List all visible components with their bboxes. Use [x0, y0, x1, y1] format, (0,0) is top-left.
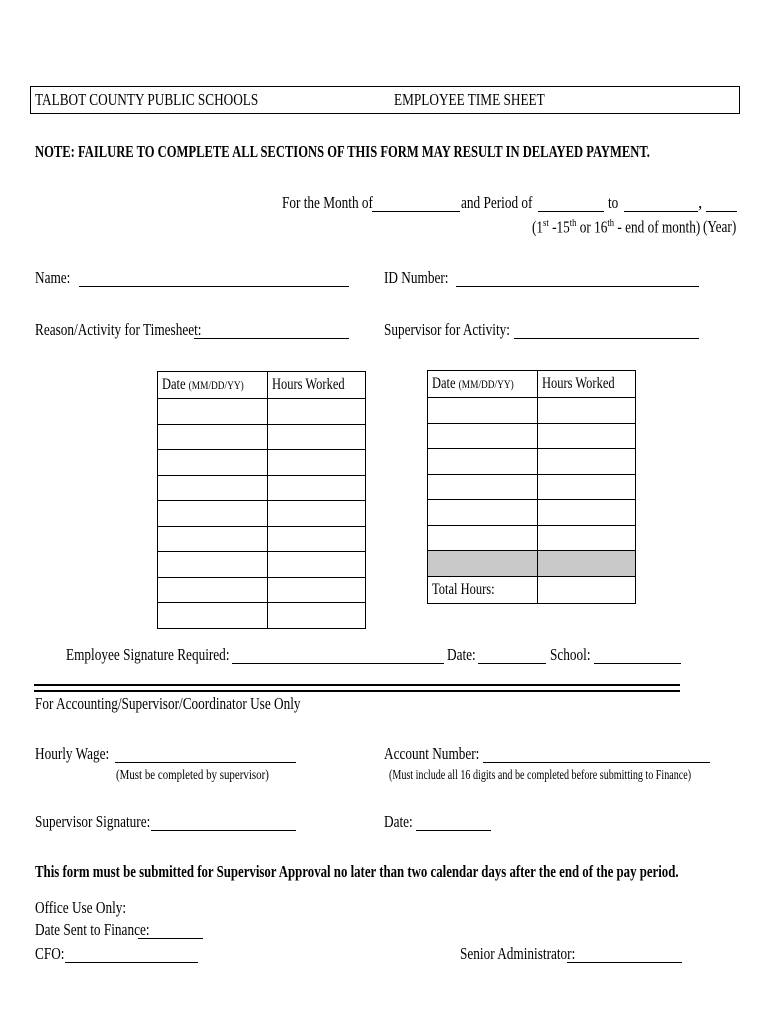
date-cell[interactable]	[158, 603, 268, 629]
table-row	[158, 603, 366, 629]
hourly-wage-note: (Must be completed by supervisor)	[116, 768, 269, 783]
date-cell[interactable]	[158, 552, 268, 578]
supervisor-date-label: Date:	[384, 812, 413, 831]
id-label: ID Number:	[384, 268, 449, 287]
date-cell[interactable]	[428, 398, 538, 424]
account-number-label: Account Number:	[384, 744, 480, 763]
employee-signature-label: Employee Signature Required:	[66, 645, 230, 664]
date-cell[interactable]	[428, 500, 538, 526]
cfo-label: CFO:	[35, 944, 65, 963]
table-row	[428, 525, 636, 551]
table-row	[428, 423, 636, 449]
period-start-field[interactable]	[538, 197, 604, 212]
hours-cell[interactable]	[267, 577, 365, 603]
name-field[interactable]	[79, 272, 349, 287]
senior-admin-field[interactable]	[567, 948, 682, 963]
signature-date-label: Date:	[447, 645, 476, 664]
date-cell[interactable]	[158, 526, 268, 552]
table-row	[158, 501, 366, 527]
table-row	[158, 552, 366, 578]
shaded-cell	[537, 551, 635, 577]
total-row	[428, 576, 636, 603]
to-label: to	[608, 193, 619, 212]
date-cell[interactable]	[428, 449, 538, 475]
table-row	[158, 526, 366, 552]
date-header: Date (MM/DD/YY)	[158, 372, 268, 399]
table-header-row	[158, 372, 366, 399]
hours-cell[interactable]	[267, 399, 365, 425]
table-row	[158, 577, 366, 603]
accounting-title: For Accounting/Supervisor/Coordinator Use Only	[35, 694, 301, 713]
period-label: and Period of	[461, 193, 533, 212]
supervisor-activity-field[interactable]	[514, 324, 699, 339]
reason-label: Reason/Activity for Timesheet:	[35, 320, 202, 339]
year-field[interactable]	[706, 197, 737, 212]
table-row	[158, 424, 366, 450]
date-sent-field[interactable]	[138, 924, 203, 939]
school-label: School:	[550, 645, 591, 664]
hours-cell[interactable]	[267, 424, 365, 450]
hours-cell[interactable]	[267, 450, 365, 476]
supervisor-activity-label: Supervisor for Activity:	[384, 320, 510, 339]
hours-cell[interactable]	[267, 552, 365, 578]
table-row	[158, 450, 366, 476]
hourly-wage-label: Hourly Wage:	[35, 744, 110, 763]
month-label: For the Month of	[282, 193, 373, 212]
date-cell[interactable]	[158, 501, 268, 527]
section-divider	[34, 684, 680, 692]
office-use-title: Office Use Only:	[35, 898, 127, 917]
date-cell[interactable]	[158, 399, 268, 425]
comma: ,	[698, 193, 703, 212]
supervisor-date-field[interactable]	[416, 816, 491, 831]
hours-cell[interactable]	[267, 526, 365, 552]
table-row	[158, 475, 366, 501]
timesheet-table-left	[157, 371, 366, 629]
hours-cell[interactable]	[267, 475, 365, 501]
warning-note: NOTE: FAILURE TO COMPLETE ALL SECTIONS OF THIS FORM MAY RESULT IN DELAYED PAYMENT.	[35, 142, 650, 161]
date-cell[interactable]	[158, 450, 268, 476]
month-field[interactable]	[372, 197, 460, 212]
employee-signature-field[interactable]	[232, 649, 444, 664]
table-row	[428, 500, 636, 526]
table-row	[158, 399, 366, 425]
form-title: EMPLOYEE TIME SHEET	[394, 90, 545, 109]
hours-cell[interactable]	[537, 525, 635, 551]
hours-cell[interactable]	[537, 500, 635, 526]
hours-cell[interactable]	[537, 398, 635, 424]
hours-header: Hours Worked	[267, 372, 365, 399]
date-cell[interactable]	[428, 525, 538, 551]
senior-admin-label: Senior Administrator:	[460, 944, 576, 963]
account-number-field[interactable]	[483, 748, 710, 763]
date-header: Date (MM/DD/YY)	[428, 371, 538, 398]
school-field[interactable]	[594, 649, 681, 664]
date-cell[interactable]	[158, 577, 268, 603]
date-cell[interactable]	[428, 474, 538, 500]
id-field[interactable]	[456, 272, 699, 287]
supervisor-signature-label: Supervisor Signature:	[35, 812, 151, 831]
cfo-field[interactable]	[65, 948, 198, 963]
name-label: Name:	[35, 268, 71, 287]
reason-field[interactable]	[194, 324, 349, 339]
hours-cell[interactable]	[537, 423, 635, 449]
shaded-cell	[428, 551, 538, 577]
account-number-note: (Must include all 16 digits and be completed before submitting to Finance)	[389, 768, 692, 783]
hourly-wage-field[interactable]	[115, 748, 296, 763]
period-hint: (1st -15th or 16th - end of month)	[532, 217, 701, 237]
total-hours-cell[interactable]	[537, 576, 635, 603]
hours-cell[interactable]	[267, 501, 365, 527]
table-row	[428, 449, 636, 475]
hours-cell[interactable]	[267, 603, 365, 629]
timesheet-table-right	[427, 370, 636, 604]
supervisor-signature-field[interactable]	[151, 816, 296, 831]
period-end-field[interactable]	[624, 197, 698, 212]
date-cell[interactable]	[158, 424, 268, 450]
org-name: TALBOT COUNTY PUBLIC SCHOOLS	[35, 90, 259, 109]
table-row	[428, 474, 636, 500]
submission-note: This form must be submitted for Supervisor Approval no later than two calendar days after the end of the pay period.	[35, 862, 679, 881]
year-hint: (Year)	[703, 217, 737, 236]
hours-cell[interactable]	[537, 449, 635, 475]
total-hours-label: Total Hours:	[428, 576, 538, 603]
table-header-row	[428, 371, 636, 398]
shaded-row	[428, 551, 636, 577]
date-cell[interactable]	[428, 423, 538, 449]
date-cell[interactable]	[158, 475, 268, 501]
hours-cell[interactable]	[537, 474, 635, 500]
table-row	[428, 398, 636, 424]
signature-date-field[interactable]	[478, 649, 546, 664]
hours-header: Hours Worked	[537, 371, 635, 398]
date-sent-label: Date Sent to Finance:	[35, 920, 150, 939]
